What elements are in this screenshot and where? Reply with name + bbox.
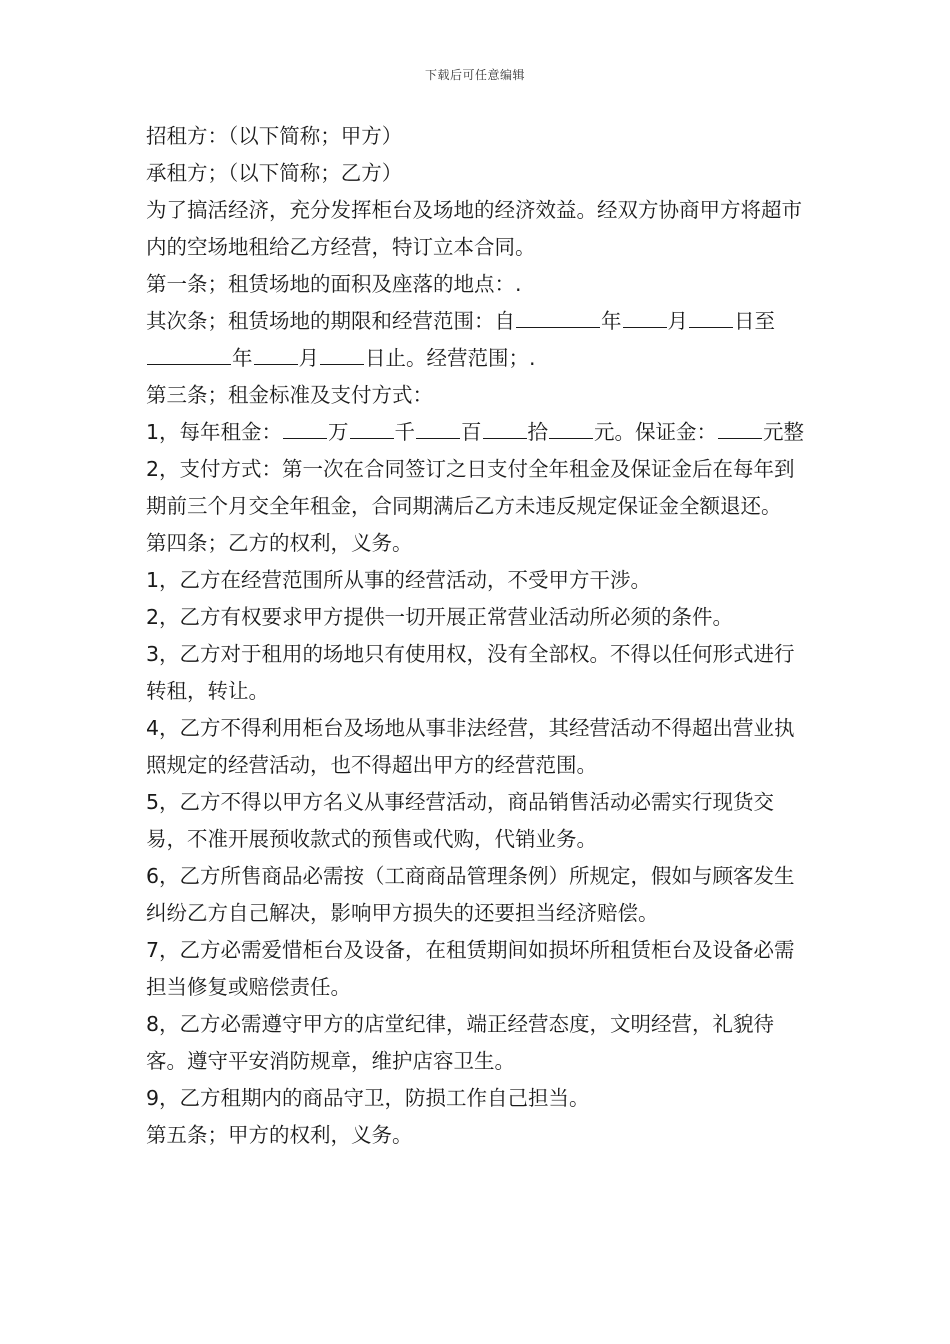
article-4-item-8: 8，乙方必需遵守甲方的店堂纪律，端正经营态度，文明经营，礼貌待客。遵守平安消防规章，维护店容卫生。 bbox=[146, 1012, 775, 1073]
rent-text-e: 拾 bbox=[527, 420, 549, 444]
rent-text-b: 万 bbox=[328, 420, 349, 444]
article-2-text-g: 日止。经营范围；. bbox=[365, 346, 536, 370]
article-4-item-2: 2，乙方有权要求甲方提供一切开展正常营业活动所必须的条件。 bbox=[146, 605, 734, 629]
article-4-item-6: 6，乙方所售商品必需按（工商商品管理条例）所规定，假如与顾客发生纠纷乙方自己解决，影响甲方损失的还要担当经济赔偿。 bbox=[146, 864, 795, 925]
article-2-text-f: 月 bbox=[298, 346, 319, 370]
rent-qian-blank bbox=[350, 416, 394, 439]
article-5-heading: 第五条；甲方的权利，义务。 bbox=[146, 1123, 413, 1147]
article-2-text-a: 其次条；租赁场地的期限和经营范围：自 bbox=[146, 309, 515, 333]
rent-text-c: 千 bbox=[394, 420, 416, 444]
article-1-heading: 第一条；租赁场地的面积及座落的地点：. bbox=[146, 272, 522, 296]
rent-yuan-blank bbox=[549, 416, 593, 439]
annual-rent-paragraph bbox=[146, 414, 810, 451]
contract-body bbox=[146, 118, 810, 1154]
article-3-heading: 第三条；租金标准及支付方式： bbox=[146, 383, 433, 407]
start-year-blank bbox=[516, 305, 600, 328]
end-year-blank bbox=[147, 342, 231, 365]
rent-wan-blank bbox=[283, 416, 327, 439]
article-4-heading: 第四条；乙方的权利，义务。 bbox=[146, 531, 413, 555]
article-4-item-9: 9，乙方租期内的商品守卫，防损工作自己担当。 bbox=[146, 1086, 590, 1110]
start-month-blank bbox=[623, 305, 667, 328]
start-day-blank bbox=[689, 305, 733, 328]
rent-bai-blank bbox=[416, 416, 460, 439]
article-4-item-3: 3，乙方对于租用的场地只有使用权，没有全部权。不得以任何形式进行转租，转让。 bbox=[146, 642, 795, 703]
article-2-text-b: 年 bbox=[601, 309, 622, 333]
article-2-paragraph bbox=[146, 303, 810, 377]
rent-text-g: 元整 bbox=[763, 420, 805, 444]
rent-text-f: 元。保证金： bbox=[594, 420, 718, 444]
article-2-text-e: 年 bbox=[232, 346, 253, 370]
lessor-line: 招租方：（以下简称；甲方） bbox=[146, 124, 403, 148]
article-4-item-4: 4，乙方不得利用柜台及场地从事非法经营，其经营活动不得超出营业执照规定的经营活动，也不得超出甲方的经营范围。 bbox=[146, 716, 795, 777]
deposit-blank bbox=[718, 416, 762, 439]
rent-text-a: 1，每年租金： bbox=[146, 420, 283, 444]
preamble-paragraph: 为了搞活经济，充分发挥柜台及场地的经济效益。经双方协商甲方将超市内的空场地租给乙方经营，特订立本合同。 bbox=[146, 198, 802, 259]
article-4-item-5: 5，乙方不得以甲方名义从事经营活动，商品销售活动必需实行现货交易，不准开展预收款式的预售或代购，代销业务。 bbox=[146, 790, 775, 851]
article-2-text-c: 月 bbox=[667, 309, 688, 333]
lessee-line: 承租方；（以下简称；乙方） bbox=[146, 161, 403, 185]
article-2-text-d: 日至 bbox=[734, 309, 775, 333]
rent-text-d: 百 bbox=[461, 420, 482, 444]
rent-shi-blank bbox=[483, 416, 527, 439]
end-day-blank bbox=[320, 342, 364, 365]
article-4-item-7: 7，乙方必需爱惜柜台及设备，在租赁期间如损坏所租赁柜台及设备必需担当修复或赔偿责任。 bbox=[146, 938, 795, 999]
end-month-blank bbox=[254, 342, 298, 365]
page-header-note: 下载后可任意编辑 bbox=[424, 68, 525, 82]
payment-method-paragraph: 2，支付方式：第一次在合同签订之日支付全年租金及保证金后在每年到期前三个月交全年租金，合同期满后乙方未违反规定保证金全额退还。 bbox=[146, 457, 795, 518]
article-4-item-1: 1，乙方在经营范围所从事的经营活动，不受甲方干涉。 bbox=[146, 568, 652, 592]
